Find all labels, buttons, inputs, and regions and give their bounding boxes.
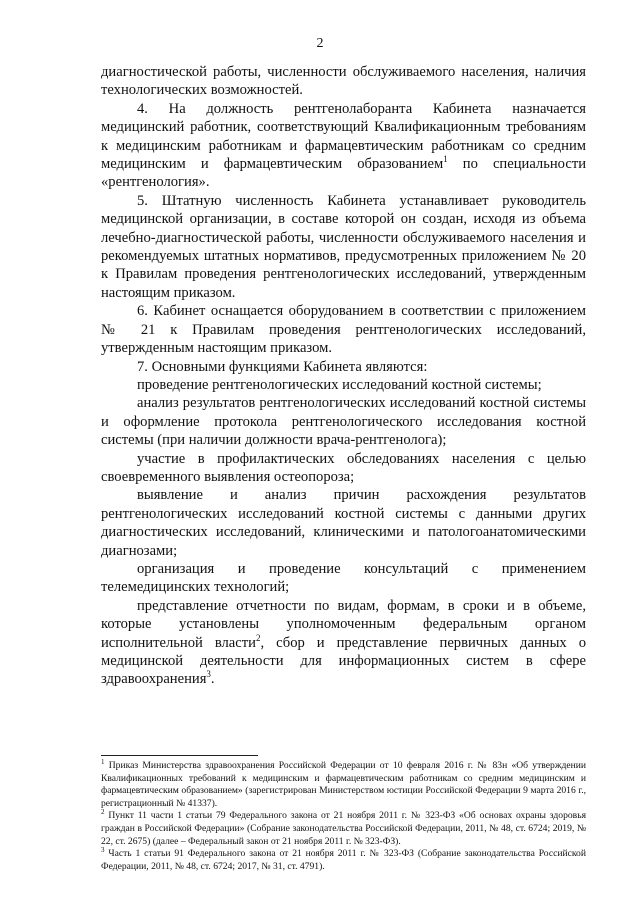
paragraph-text: представление отчетности по видам, формам, в сроки и в объеме, которые установлены уполномоченным федеральным органом исполнительной власти [101, 597, 586, 651]
footnotes [101, 757, 586, 873]
function-item [101, 486, 586, 560]
footnote-1 [101, 757, 586, 810]
paragraph-text: , сбор и представление первичных данных о медицинской деятельности для информационных систем в сфере здравоохранения [101, 634, 586, 688]
footnote-text: Пункт 11 части 1 статьи 79 Федерального закона от 21 ноября 2011 г. № 323-ФЗ «Об основах охраны здоровья граждан в Российской Федерации» (Собрание законодательства Российской Федерации, 2011, № 48, ст. 6724; 2019, № 22, ст. 2675) (далее – Федеральный закон от 21 ноября 2011 г. № 323-ФЗ). [101, 810, 586, 847]
function-item [101, 450, 586, 487]
paragraph-text: диагностической работы, численности обслуживаемого населения, наличия технологических возможностей. [101, 64, 586, 99]
footnote-number: 2 [101, 808, 105, 817]
footnote-text: Приказ Министерства здравоохранения Российской Федерации от 10 февраля 2016 г. № 83н «Об утверждении Квалификационных требований к медицинским и фармацевтическим работникам со средним медицинским и фармацевтическим образованием» (зарегистрирован Министерством юстиции Российской Федерации 9 марта 2016 г., регистрационный № 41337). [101, 760, 586, 809]
function-item [101, 376, 586, 394]
paragraph-5 [101, 192, 586, 302]
paragraph-text: участие в профилактических обследованиях населения с целью своевременного выявления остеопороза; [101, 450, 586, 485]
footnote-2 [101, 810, 586, 848]
paragraph-text: 4. На должность рентгенолаборанта Кабинета назначается медицинский работник, соответствующий Квалификационным требованиям к медицинским работникам и фармацевтическим работникам со средним медицинским и фармацевтическим образованием [101, 100, 586, 173]
function-item [101, 394, 586, 449]
footnote-ref: 3 [206, 669, 211, 680]
paragraph-text: анализ результатов рентгенологических исследований костной системы и оформление протокола рентгенологического исследования костной системы (при наличии должности врача-рентгенолога); [101, 395, 586, 449]
paragraph-7 [101, 358, 586, 376]
footnote-3 [101, 845, 586, 873]
footnote-number: 3 [101, 845, 105, 854]
footnote-ref: 1 [443, 154, 448, 165]
footnote-ref: 2 [255, 632, 261, 643]
paragraph-text: . [210, 671, 215, 688]
paragraph-text: организация и проведение консультаций с применением телемедицинских технологий; [101, 560, 586, 596]
paragraph-6 [101, 302, 586, 357]
paragraph-text: проведение рентгенологических исследований костной системы; [137, 376, 542, 393]
document-body [101, 63, 586, 689]
paragraph-text: выявление и анализ причин расхождения результатов рентгенологических исследований костной системы с данными других диагностических исследований, клиническими и патологоанатомическими диагнозами; [101, 487, 586, 559]
paragraph-continuation [101, 63, 586, 100]
paragraph-text: 5. Штатную численность Кабинета устанавливает руководитель медицинской организации, в составе которой он создан, исходя из объема лечебно-диагностической работы, численности обслуживаемого населения и рекомендуемых штатных нормативов, предусмотренных приложением № 20 к Правилам проведения рентгенологических исследований, утвержденным настоящим приказом. [101, 192, 586, 301]
footnote-number: 1 [101, 757, 105, 766]
paragraph-text: 7. Основными функциями Кабинета являются: [137, 358, 428, 375]
page-number: 2 [316, 36, 324, 51]
paragraph-text: 6. Кабинет оснащается оборудованием в соответствии с приложением № 21 к Правилам проведения рентгенологических исследований, утвержденным настоящим приказом. [101, 303, 586, 357]
footnote-text: Часть 1 статьи 91 Федерального закона от 21 ноября 2011 г. № 323-ФЗ (Собрание законодательства Российской Федерации, 2011, № 48, ст. 6724; 2017, № 31, ст. 4791). [101, 848, 586, 872]
paragraph-4 [101, 100, 586, 192]
paragraph-tail: по специальности «рентгенология». [101, 156, 587, 191]
footnote-separator [101, 755, 258, 756]
function-item [101, 560, 586, 597]
function-item-last [101, 597, 586, 689]
